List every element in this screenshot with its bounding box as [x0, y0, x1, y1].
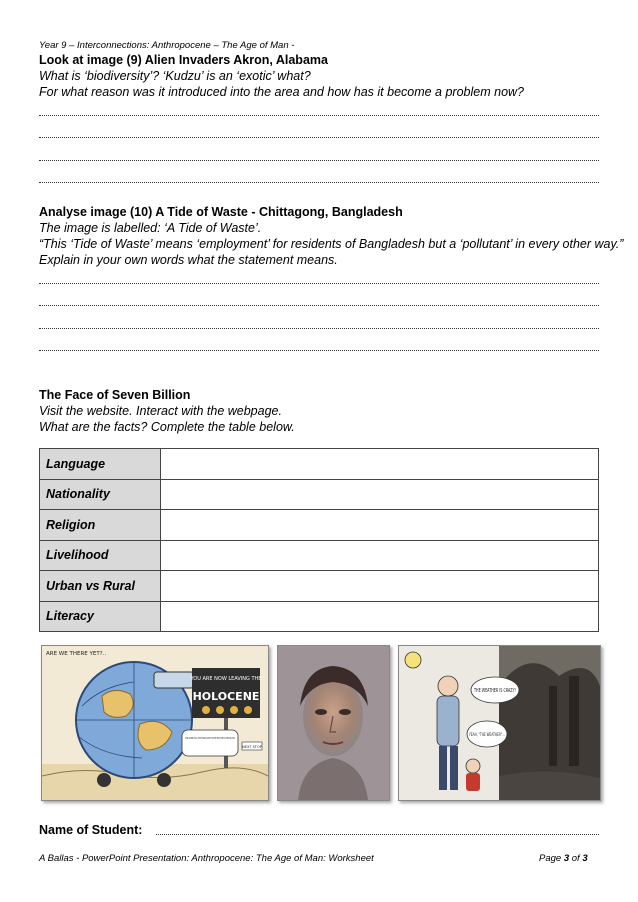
- holocene-cartoon-image: [41, 645, 269, 801]
- row-label: Literacy: [40, 601, 161, 632]
- section2-question1: The image is labelled: ‘A Tide of Waste’.: [39, 221, 262, 235]
- table-row: [40, 601, 599, 632]
- next-stop-sign-text: NEXT STOP: [242, 745, 262, 749]
- section3-question1: Visit the website. Interact with the webpage.: [39, 404, 282, 418]
- row-label: Livelihood: [40, 540, 161, 571]
- student-name-line[interactable]: [156, 834, 599, 835]
- answer-cell[interactable]: [161, 571, 599, 602]
- sign-holocene-text: HOLOCENE: [192, 690, 260, 703]
- weather-cartoon-image: [398, 645, 601, 801]
- answer-line[interactable]: [39, 328, 599, 329]
- section3-question2: What are the facts? Complete the table below.: [39, 420, 295, 434]
- facts-table: [39, 448, 599, 632]
- answer-line[interactable]: [39, 305, 599, 306]
- page-number: [539, 853, 588, 864]
- section1-heading: Look at image (9) Alien Invaders Akron, Alabama: [39, 53, 328, 67]
- answer-cell[interactable]: [161, 449, 599, 480]
- page-current: 3: [563, 853, 570, 864]
- footer-text: A Ballas - PowerPoint Presentation: Anthropocene: The Age of Man: Worksheet: [39, 853, 374, 864]
- section1-question1: What is ‘biodiversity’? ‘Kudzu’ is an ‘exotic’ what?: [39, 69, 311, 83]
- answer-line[interactable]: [39, 283, 599, 284]
- weather-cartoon-drawing: [399, 646, 600, 800]
- row-label: Nationality: [40, 479, 161, 510]
- section3-heading: The Face of Seven Billion: [39, 388, 191, 402]
- table-row: [40, 479, 599, 510]
- table-row: [40, 510, 599, 541]
- table-row: [40, 449, 599, 480]
- weather-bubble2-text: YEAH, "THE WEATHER"...: [469, 733, 525, 738]
- cartoon1-bubble-text: THANK GOODNESS FOR ALL THE ELECTRONIC GADGETS THAT KEEP THEM OCCUPIED ON THESE LONG TRIPS!: [185, 737, 236, 740]
- section1-question2: For what reason was it introduced into the area and how has it become a problem now?: [39, 85, 524, 99]
- row-label: Religion: [40, 510, 161, 541]
- table-row: [40, 540, 599, 571]
- table-row: [40, 571, 599, 602]
- page-total: 3: [582, 853, 588, 864]
- section2-question2: “This ‘Tide of Waste’ means ‘employment’ for residents of Bangladesh but a ‘pollutant’ in every other way.”: [39, 237, 624, 251]
- answer-line[interactable]: [39, 115, 599, 116]
- row-label: Urban vs Rural: [40, 571, 161, 602]
- answer-cell[interactable]: [161, 510, 599, 541]
- answer-line[interactable]: [39, 160, 599, 161]
- sign-top-text: YOU ARE NOW LEAVING THE: [190, 676, 262, 682]
- student-name-label: Name of Student:: [39, 823, 143, 837]
- composite-face-drawing: [278, 646, 389, 800]
- holocene-cartoon-drawing: [42, 646, 268, 800]
- row-label: Language: [40, 449, 161, 480]
- answer-line[interactable]: [39, 182, 599, 183]
- page-of: of: [569, 853, 583, 864]
- page-prefix: Page: [539, 853, 564, 864]
- weather-bubble1-text: THE WEATHER IS CRAZY!: [473, 688, 516, 694]
- answer-cell[interactable]: [161, 540, 599, 571]
- answer-line[interactable]: [39, 350, 599, 351]
- document-header: Year 9 – Interconnections: Anthropocene – The Age of Man -: [39, 40, 295, 51]
- answer-line[interactable]: [39, 137, 599, 138]
- face-of-seven-billion-image: [277, 645, 390, 801]
- section2-heading: Analyse image (10) A Tide of Waste - Chittagong, Bangladesh: [39, 205, 403, 219]
- answer-cell[interactable]: [161, 601, 599, 632]
- answer-cell[interactable]: [161, 479, 599, 510]
- caption-top-text: ARE WE THERE YET?..: [46, 651, 107, 657]
- section2-question3: Explain in your own words what the statement means.: [39, 253, 338, 267]
